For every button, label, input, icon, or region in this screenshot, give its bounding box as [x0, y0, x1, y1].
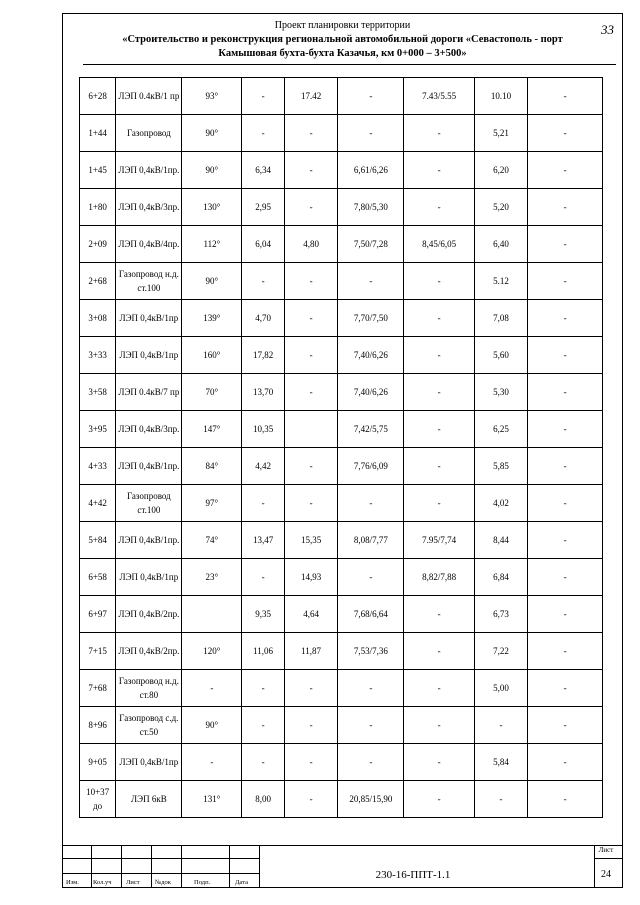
stamp-label-izm: Изм.	[66, 879, 79, 886]
cell-heights-2: -	[404, 115, 474, 152]
cell-dist-1: 8,00	[242, 781, 285, 818]
cell-picket: 9+05	[80, 744, 116, 781]
cell-heights-2: -	[404, 189, 474, 226]
cell-clearance: 6,20	[474, 152, 527, 189]
cell-clearance: 6,40	[474, 226, 527, 263]
cell-clearance: 7,08	[474, 300, 527, 337]
cell-dist-1: -	[242, 78, 285, 115]
cell-angle: 147°	[182, 411, 242, 448]
cell-heights-1: 7,53/7,36	[338, 633, 404, 670]
cell-note: -	[528, 448, 603, 485]
stamp-label-koluch: Кол.уч	[93, 879, 112, 886]
cell-utility: ЛЭП 0,4кВ/2пр.	[116, 633, 182, 670]
cell-dist-2	[284, 411, 337, 448]
table-row	[80, 485, 603, 522]
cell-note: -	[528, 337, 603, 374]
cell-note: -	[528, 633, 603, 670]
document-code: 230-16-ППТ-1.1	[375, 869, 451, 881]
cell-utility: Газопровод н.д. ст.80	[116, 670, 182, 707]
cell-clearance: 6,25	[474, 411, 527, 448]
cell-angle: 93°	[182, 78, 242, 115]
cell-heights-2: -	[404, 411, 474, 448]
cell-dist-1: -	[242, 559, 285, 596]
cell-dist-2: -	[284, 485, 337, 522]
cell-note: -	[528, 781, 603, 818]
cell-angle: 112°	[182, 226, 242, 263]
cell-utility: Газопровод н.д. ст.100	[116, 263, 182, 300]
cell-utility: ЛЭП 0,4кВ/1пр.	[116, 152, 182, 189]
cell-clearance: 8,44	[474, 522, 527, 559]
table-row	[80, 263, 603, 300]
cell-angle: 97°	[182, 485, 242, 522]
cell-clearance: 5,85	[474, 448, 527, 485]
document-frame	[62, 13, 623, 888]
cell-picket: 5+84	[80, 522, 116, 559]
cell-angle: 90°	[182, 115, 242, 152]
cell-dist-2: -	[284, 374, 337, 411]
cell-heights-1: -	[338, 485, 404, 522]
title-block	[63, 845, 622, 888]
cell-heights-1: 6,61/6,26	[338, 152, 404, 189]
cell-angle: 131°	[182, 781, 242, 818]
cell-picket: 3+58	[80, 374, 116, 411]
cell-note: -	[528, 115, 603, 152]
cell-clearance: 5.12	[474, 263, 527, 300]
cell-heights-1: -	[338, 670, 404, 707]
cell-picket: 4+42	[80, 485, 116, 522]
sheet-number: 24	[601, 869, 611, 880]
header-line-2: «Строительство и реконструкция региональной автомобильной дороги «Севастополь - порт	[122, 34, 563, 45]
cell-heights-1: 7,76/6,09	[338, 448, 404, 485]
cell-utility: ЛЭП 0,4кВ/1пр	[116, 744, 182, 781]
cell-heights-2: -	[404, 448, 474, 485]
stamp-label-ndok: №док	[155, 879, 171, 886]
cell-angle: 70°	[182, 374, 242, 411]
cell-heights-1: 7,70/7,50	[338, 300, 404, 337]
table-row	[80, 115, 603, 152]
cell-dist-2: -	[284, 300, 337, 337]
cell-dist-2: -	[284, 152, 337, 189]
cell-dist-2: -	[284, 707, 337, 744]
cell-heights-2: -	[404, 263, 474, 300]
table-row	[80, 559, 603, 596]
cell-picket: 6+28	[80, 78, 116, 115]
cell-dist-1: 6,34	[242, 152, 285, 189]
table-row	[80, 448, 603, 485]
cell-dist-1: 11,06	[242, 633, 285, 670]
cell-heights-1: 7,50/7,28	[338, 226, 404, 263]
cell-dist-2: 15,35	[284, 522, 337, 559]
cell-clearance: 5,21	[474, 115, 527, 152]
cell-utility: Газопровод с.д. ст.50	[116, 707, 182, 744]
cell-note: -	[528, 78, 603, 115]
table-row	[80, 596, 603, 633]
cell-heights-1: 7,68/6,64	[338, 596, 404, 633]
table-row	[80, 337, 603, 374]
cell-dist-2: -	[284, 263, 337, 300]
cell-picket: 4+33	[80, 448, 116, 485]
table-row	[80, 78, 603, 115]
cell-picket: 2+09	[80, 226, 116, 263]
cell-note: -	[528, 411, 603, 448]
cell-heights-1: -	[338, 263, 404, 300]
cell-heights-1: -	[338, 559, 404, 596]
cell-dist-2: 14,93	[284, 559, 337, 596]
cell-dist-2: -	[284, 781, 337, 818]
table-row	[80, 411, 603, 448]
cell-dist-1: 13,47	[242, 522, 285, 559]
cell-heights-2: -	[404, 633, 474, 670]
cell-note: -	[528, 707, 603, 744]
cell-utility: ЛЭП 0,4кВ/1пр.	[116, 448, 182, 485]
cell-clearance: 5,00	[474, 670, 527, 707]
cell-note: -	[528, 152, 603, 189]
cell-dist-1: 10,35	[242, 411, 285, 448]
table-row	[80, 374, 603, 411]
cell-picket: 6+58	[80, 559, 116, 596]
cell-note: -	[528, 300, 603, 337]
cell-picket: 1+80	[80, 189, 116, 226]
table-row	[80, 152, 603, 189]
cell-heights-2: -	[404, 670, 474, 707]
page-number: 33	[601, 22, 614, 37]
cell-heights-1: -	[338, 707, 404, 744]
cell-heights-2: 7.95/7,74	[404, 522, 474, 559]
cell-utility: Газопровод ст.100	[116, 485, 182, 522]
cell-angle: 74°	[182, 522, 242, 559]
cell-dist-2: -	[284, 115, 337, 152]
cell-picket: 1+45	[80, 152, 116, 189]
cell-picket: 7+68	[80, 670, 116, 707]
cell-clearance: 5,84	[474, 744, 527, 781]
cell-note: -	[528, 559, 603, 596]
cell-utility: ЛЭП 0,4кВ/4пр.	[116, 226, 182, 263]
cell-dist-1: 17,82	[242, 337, 285, 374]
cell-heights-1: 7,80/5,30	[338, 189, 404, 226]
cell-clearance: 6,84	[474, 559, 527, 596]
stamp-label-list: Лист	[126, 879, 140, 886]
cell-angle: 23°	[182, 559, 242, 596]
cell-clearance: 10.10	[474, 78, 527, 115]
cell-utility: ЛЭП 0,4кВ/3пр.	[116, 189, 182, 226]
header-rule	[83, 64, 616, 65]
cell-clearance: 6,73	[474, 596, 527, 633]
header-line-1: Проект планировки территории	[274, 20, 411, 31]
cell-utility: ЛЭП 0.4кВ/1 пр	[116, 78, 182, 115]
cell-dist-1: -	[242, 263, 285, 300]
cell-dist-1: 2,95	[242, 189, 285, 226]
stamp-label-podp: Подп.	[194, 879, 211, 886]
cell-angle: 160°	[182, 337, 242, 374]
cell-utility: ЛЭП 0,4кВ/1пр	[116, 337, 182, 374]
table-row	[80, 744, 603, 781]
cell-note: -	[528, 744, 603, 781]
cell-picket: 6+97	[80, 596, 116, 633]
cell-dist-1: 4,70	[242, 300, 285, 337]
cell-utility: ЛЭП 0,4кВ/1пр	[116, 559, 182, 596]
cell-heights-1: 7,40/6,26	[338, 374, 404, 411]
cell-angle: 130°	[182, 189, 242, 226]
cell-note: -	[528, 189, 603, 226]
cell-angle: 139°	[182, 300, 242, 337]
cell-heights-1: -	[338, 744, 404, 781]
table-row	[80, 707, 603, 744]
cell-note: -	[528, 263, 603, 300]
cell-dist-1: -	[242, 670, 285, 707]
cell-note: -	[528, 374, 603, 411]
cell-dist-2: 4,64	[284, 596, 337, 633]
cell-clearance: 4,02	[474, 485, 527, 522]
cell-angle: 90°	[182, 152, 242, 189]
stamp-label-data: Дата	[235, 879, 248, 886]
cell-clearance: -	[474, 707, 527, 744]
cell-picket: 7+15	[80, 633, 116, 670]
cell-dist-1: 4,42	[242, 448, 285, 485]
cell-utility: ЛЭП 0,4кВ/1пр	[116, 300, 182, 337]
cell-heights-2: -	[404, 337, 474, 374]
cell-utility: ЛЭП 6кВ	[116, 781, 182, 818]
cell-dist-2: -	[284, 670, 337, 707]
cell-note: -	[528, 522, 603, 559]
cell-angle: -	[182, 744, 242, 781]
sheet-label: Лист	[598, 846, 614, 854]
cell-utility: Газопровод	[116, 115, 182, 152]
cell-picket: 8+96	[80, 707, 116, 744]
cell-heights-2: -	[404, 152, 474, 189]
cell-heights-2: -	[404, 744, 474, 781]
cell-dist-1: -	[242, 744, 285, 781]
cell-dist-1: 6,04	[242, 226, 285, 263]
cell-angle: -	[182, 670, 242, 707]
cell-dist-1: -	[242, 707, 285, 744]
cell-heights-1: 20,85/15,90	[338, 781, 404, 818]
cell-dist-2: -	[284, 337, 337, 374]
cell-heights-1: 8,08/7,77	[338, 522, 404, 559]
table-row	[80, 189, 603, 226]
cell-utility: ЛЭП 0,4кВ/1пр.	[116, 522, 182, 559]
cell-angle: 90°	[182, 707, 242, 744]
cell-note: -	[528, 670, 603, 707]
cell-angle: 90°	[182, 263, 242, 300]
cell-picket: 2+68	[80, 263, 116, 300]
cell-clearance: 5,20	[474, 189, 527, 226]
table-row	[80, 522, 603, 559]
cell-utility: ЛЭП 0,4кВ/3пр.	[116, 411, 182, 448]
cell-clearance: -	[474, 781, 527, 818]
cell-dist-1: 13,70	[242, 374, 285, 411]
cell-heights-2: -	[404, 300, 474, 337]
cell-clearance: 5,30	[474, 374, 527, 411]
cell-heights-2: 8,45/6,05	[404, 226, 474, 263]
crossings-table	[79, 77, 603, 818]
cell-note: -	[528, 596, 603, 633]
cell-dist-1: -	[242, 485, 285, 522]
table-row	[80, 781, 603, 818]
cell-heights-1: -	[338, 78, 404, 115]
cell-angle: 84°	[182, 448, 242, 485]
table-row	[80, 226, 603, 263]
cell-heights-2: -	[404, 374, 474, 411]
cell-dist-2: -	[284, 448, 337, 485]
cell-picket: 3+95	[80, 411, 116, 448]
cell-dist-2: -	[284, 189, 337, 226]
header-line-3: Камышовая бухта-бухта Казачья, км 0+000 – 3+500»	[218, 48, 467, 59]
cell-heights-2: -	[404, 596, 474, 633]
cell-utility: ЛЭП 0,4кВ/2пр.	[116, 596, 182, 633]
cell-picket: 3+33	[80, 337, 116, 374]
cell-heights-1: 7,40/6,26	[338, 337, 404, 374]
cell-dist-2: -	[284, 744, 337, 781]
cell-picket: 3+08	[80, 300, 116, 337]
cell-angle	[182, 596, 242, 633]
cell-dist-2: 11,87	[284, 633, 337, 670]
cell-angle: 120°	[182, 633, 242, 670]
cell-heights-2: 7.43/5.55	[404, 78, 474, 115]
cell-note: -	[528, 485, 603, 522]
table-row	[80, 633, 603, 670]
cell-dist-1: -	[242, 115, 285, 152]
table-row	[80, 670, 603, 707]
cell-heights-1: 7,42/5,75	[338, 411, 404, 448]
cell-heights-1: -	[338, 115, 404, 152]
cell-heights-2: 8,82/7,88	[404, 559, 474, 596]
cell-heights-2: -	[404, 707, 474, 744]
cell-note: -	[528, 226, 603, 263]
cell-clearance: 7,22	[474, 633, 527, 670]
cell-picket: 1+44	[80, 115, 116, 152]
cell-utility: ЛЭП 0.4кВ/7 пр	[116, 374, 182, 411]
cell-clearance: 5,60	[474, 337, 527, 374]
cell-dist-1: 9,35	[242, 596, 285, 633]
cell-dist-2: 17.42	[284, 78, 337, 115]
cell-picket: 10+37 до	[80, 781, 116, 818]
cell-heights-2: -	[404, 781, 474, 818]
table-row	[80, 300, 603, 337]
cell-dist-2: 4,80	[284, 226, 337, 263]
cell-heights-2: -	[404, 485, 474, 522]
